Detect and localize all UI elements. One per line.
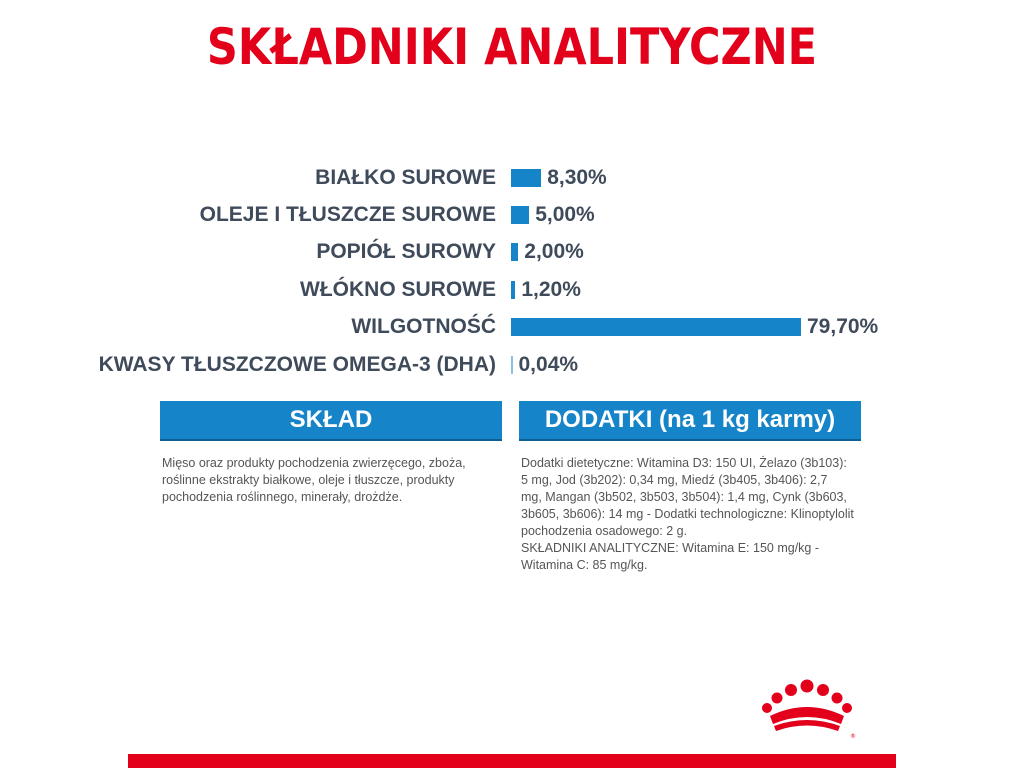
bar bbox=[511, 356, 513, 374]
category-label: WILGOTNOŚĆ bbox=[351, 315, 496, 338]
value-label: 8,30% bbox=[547, 166, 607, 189]
bar bbox=[511, 169, 541, 187]
chart-row bbox=[0, 312, 1024, 342]
value-label: 1,20% bbox=[521, 278, 581, 301]
value-label: 5,00% bbox=[535, 203, 595, 226]
svg-text:®: ® bbox=[850, 733, 856, 740]
bottom-brand-bar bbox=[128, 754, 896, 768]
value-label: 79,70% bbox=[807, 315, 879, 338]
bar bbox=[511, 243, 518, 261]
category-label: OLEJE I TŁUSZCZE SUROWE bbox=[199, 203, 496, 226]
bar bbox=[511, 281, 515, 299]
chart-row bbox=[0, 350, 1024, 380]
crown-icon bbox=[758, 678, 856, 740]
composition-text: Mięso oraz produkty pochodzenia zwierzęcego, zboża, roślinne ekstrakty białkowe, oleje i tłuszcze, produkty pochodzenia roślinnego, minerały, drożdże. bbox=[162, 456, 466, 504]
category-label: KWASY TŁUSZCZOWE OMEGA-3 (DHA) bbox=[98, 353, 496, 376]
additives-text: Dodatki dietetyczne: Witamina D3: 150 UI, Żelazo (3b103): 5 mg, Jod (3b202): 0,34 mg, Miedź (3b405, 3b406): 2,7 mg, Mangan (3b502, 3b503, 3b504): 1,4 mg, Cynk (3b603, 3b605, 3b606): 14 mg - Dodatki technologiczne: Klinoptylolit pochodzenia osadowego: 2 g. SKŁADNIKI ANALITYCZNE: Witamina E: 150 mg/kg - Witamina C: 85 mg/kg. bbox=[521, 456, 854, 572]
composition-header: SKŁAD bbox=[160, 401, 502, 439]
chart-row bbox=[0, 163, 1024, 193]
category-label: WŁÓKNO SUROWE bbox=[300, 278, 496, 301]
value-label: 0,04% bbox=[518, 353, 579, 376]
category-label: BIAŁKO SUROWE bbox=[315, 166, 496, 189]
chart-row bbox=[0, 237, 1024, 267]
chart-row bbox=[0, 200, 1024, 230]
category-label: POPIÓŁ SUROWY bbox=[316, 240, 496, 263]
value-label: 2,00% bbox=[524, 240, 584, 263]
page-title: SKŁADNIKI ANALITYCZNE bbox=[206, 18, 818, 76]
chart-row bbox=[0, 275, 1024, 305]
additives-header: DODATKI (na 1 kg karmy) bbox=[519, 401, 861, 439]
bar bbox=[511, 206, 529, 224]
bar bbox=[511, 318, 801, 336]
